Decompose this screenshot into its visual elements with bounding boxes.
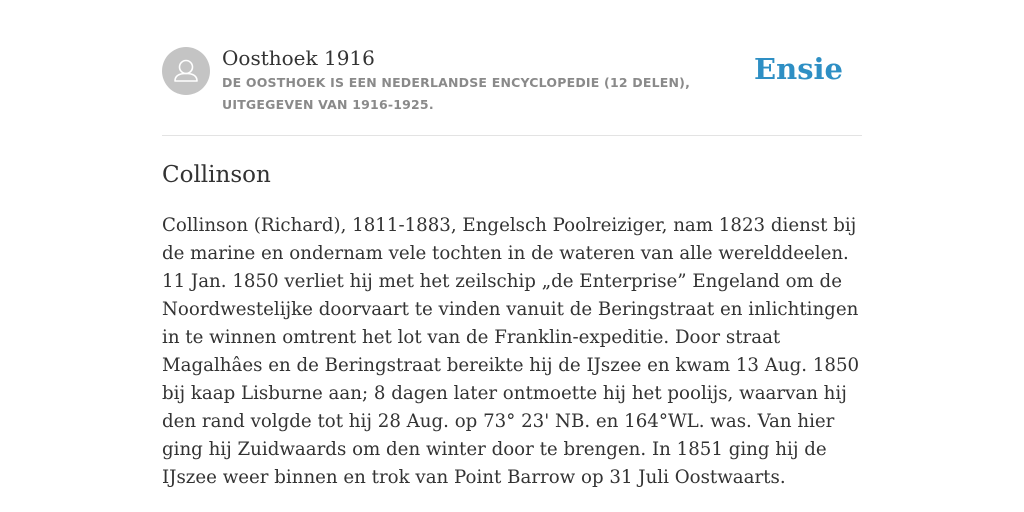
source-header (162, 44, 862, 136)
divider (162, 135, 862, 136)
source-title[interactable]: Oosthoek 1916 (222, 46, 375, 70)
user-icon (162, 47, 210, 95)
entry-title: Collinson (162, 162, 271, 188)
entry-body: Collinson (Richard), 1811-1883, Engelsch Poolreiziger, nam 1823 dienst bij de marine en ondernam vele tochten in de wateren van alle werelddeelen. 11 Jan. 1850 verliet hij met het zeilschip „de Enterprise” Engeland om de Noordwestelijke doorvaart te vinden vanuit de Beringstraat en inlichtingen in te winnen omtrent het lot van de Franklin-expeditie. Door straat Magalhâes en de Beringstraat bereikte hij de IJszee en kwam 13 Aug. 1850 bij kaap Lisburne aan; 8 dagen later ontmoette hij het poolijs, waarvan hij den rand volgde tot hij 28 Aug. op 73° 23' NB. en 164°WL. was. Van hier ging hij Zuidwaards om den winter door te brengen. In 1851 ging hij de IJszee weer binnen en trok van Point Barrow op 31 Juli Oostwaarts. (162, 215, 860, 488)
source-description: DE OOSTHOEK IS EEN NEDERLANDSE ENCYCLOPEDIE (12 DELEN), UITGEGEVEN VAN 1916-1925. (222, 75, 691, 112)
avatar (162, 47, 210, 95)
ensie-logo-link[interactable]: Ensie (754, 52, 843, 86)
